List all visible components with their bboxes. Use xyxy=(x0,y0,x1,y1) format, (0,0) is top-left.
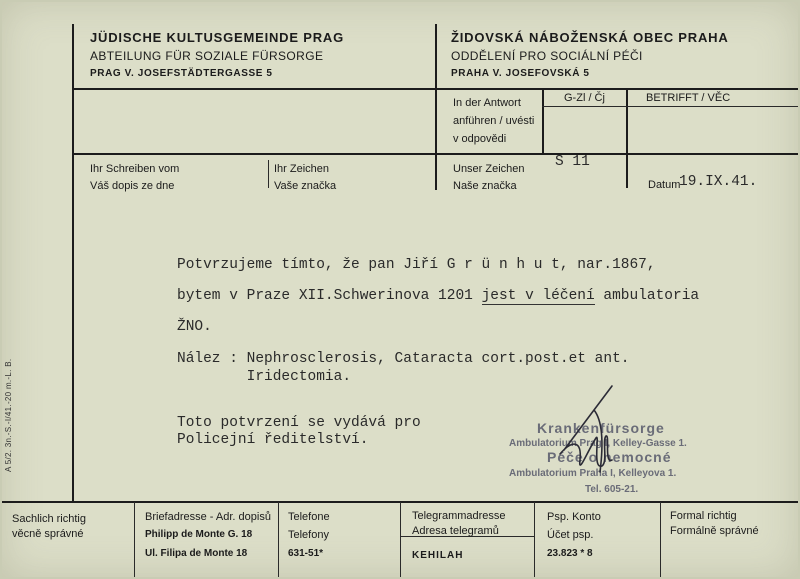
body-line-4: Nález : Nephrosclerosis, Cataracta cort.post.et ant. xyxy=(177,351,630,367)
rule-foot-2 xyxy=(278,502,279,577)
footer-formal: Formal richtig Formálně správné xyxy=(670,510,759,537)
stamp-line-4: Ambulatorium Praha I, Kelleyova 1. xyxy=(509,468,677,479)
rule-ref-inner xyxy=(542,106,798,107)
underlined-phrase: jest v léčení xyxy=(481,288,595,304)
footer-briefadresse: Briefadresse - Adr. dopisů Philipp de Monte G. 18 Ul. Filipa de Monte 18 xyxy=(145,511,271,559)
side-print-note: A 5/2. 3n.-S.-I/41.-20 m.-L. B. xyxy=(4,358,13,472)
body-line-1: Potvrzujeme tímto, že pan Jiří G r ü n h u t, nar.1867, xyxy=(177,257,656,273)
rule-foot-1 xyxy=(134,502,135,577)
unser-zeichen-value: S 11 xyxy=(555,154,590,170)
datum-value: 19.IX.41. xyxy=(679,174,758,190)
body-line-7: Policejní ředitelství. xyxy=(177,432,369,448)
letter-sheet xyxy=(2,2,798,577)
header-de-address: PRAG V. JOSEFSTÄDTERGASSE 5 xyxy=(90,68,273,79)
header-cz-address: PRAHA V. JOSEFOVSKÁ 5 xyxy=(451,68,590,79)
footer-psp: Psp. Konto Účet psp. 23.823 * 8 xyxy=(547,511,601,559)
rule-ref xyxy=(72,153,798,155)
rule-ref-1 xyxy=(542,88,544,154)
rule-left xyxy=(72,24,74,502)
header-de-dept: ABTEILUNG FÜR SOZIALE FÜRSORGE xyxy=(90,49,324,63)
unser-zeichen-label: Unser Zeichen Naše značka xyxy=(453,163,525,192)
signature xyxy=(542,380,642,490)
rule-foot-3 xyxy=(400,502,401,577)
footer-telefone: Telefone Telefony 631-51* xyxy=(288,511,330,559)
ihr-zeichen-label: Ihr Zeichen Vaše značka xyxy=(274,163,337,192)
rule-foot-4 xyxy=(534,502,535,577)
body-line-3: ŽNO. xyxy=(177,319,212,335)
rule-foot-5 xyxy=(660,502,661,577)
stamp-line-3: Péče o nemocné xyxy=(547,449,672,465)
ihr-schreiben-label: Ihr Schreiben vom Váš dopis ze dne xyxy=(90,163,180,192)
body-line-2: bytem v Praze XII.Schwerinova 1201 jest v léčení ambulatoria xyxy=(177,288,700,304)
body-line-6: Toto potvrzení se vydává pro xyxy=(177,415,421,431)
gzl-label: G-Zl / Čj xyxy=(564,92,605,104)
stamp-line-1: Krankenfürsorge xyxy=(537,420,665,436)
footer-telegramm: Telegrammadresse Adresa telegramů xyxy=(412,510,506,537)
rule-header-mid xyxy=(435,24,437,190)
footer-telegram-value: KEHILAH xyxy=(412,550,464,561)
stamp-line-5: Tel. 605-21. xyxy=(585,484,639,495)
datum-label: Datum xyxy=(648,179,681,191)
footer-sachlich: Sachlich richtig věcně správné xyxy=(12,513,86,540)
header-de-title: JÜDISCHE KULTUSGEMEINDE PRAG xyxy=(90,30,345,45)
betrifft-label: BETRIFFT / VĚC xyxy=(646,92,731,104)
body-line-5: Iridectomia. xyxy=(177,369,352,385)
answer-label: In der Antwort anführen / uvésti v odpovědi xyxy=(453,97,535,145)
header-cz-dept: ODDĚLENÍ PRO SOCIÁLNÍ PÉČI xyxy=(451,49,643,63)
header-cz-title: ŽIDOVSKÁ NÁBOŽENSKÁ OBEC PRAHA xyxy=(451,30,729,45)
rule-ref-2 xyxy=(626,88,628,188)
rule-ref-3 xyxy=(268,160,269,188)
stamp-line-2: Ambulatorium Prag I, Kelley-Gasse 1. xyxy=(509,438,687,449)
